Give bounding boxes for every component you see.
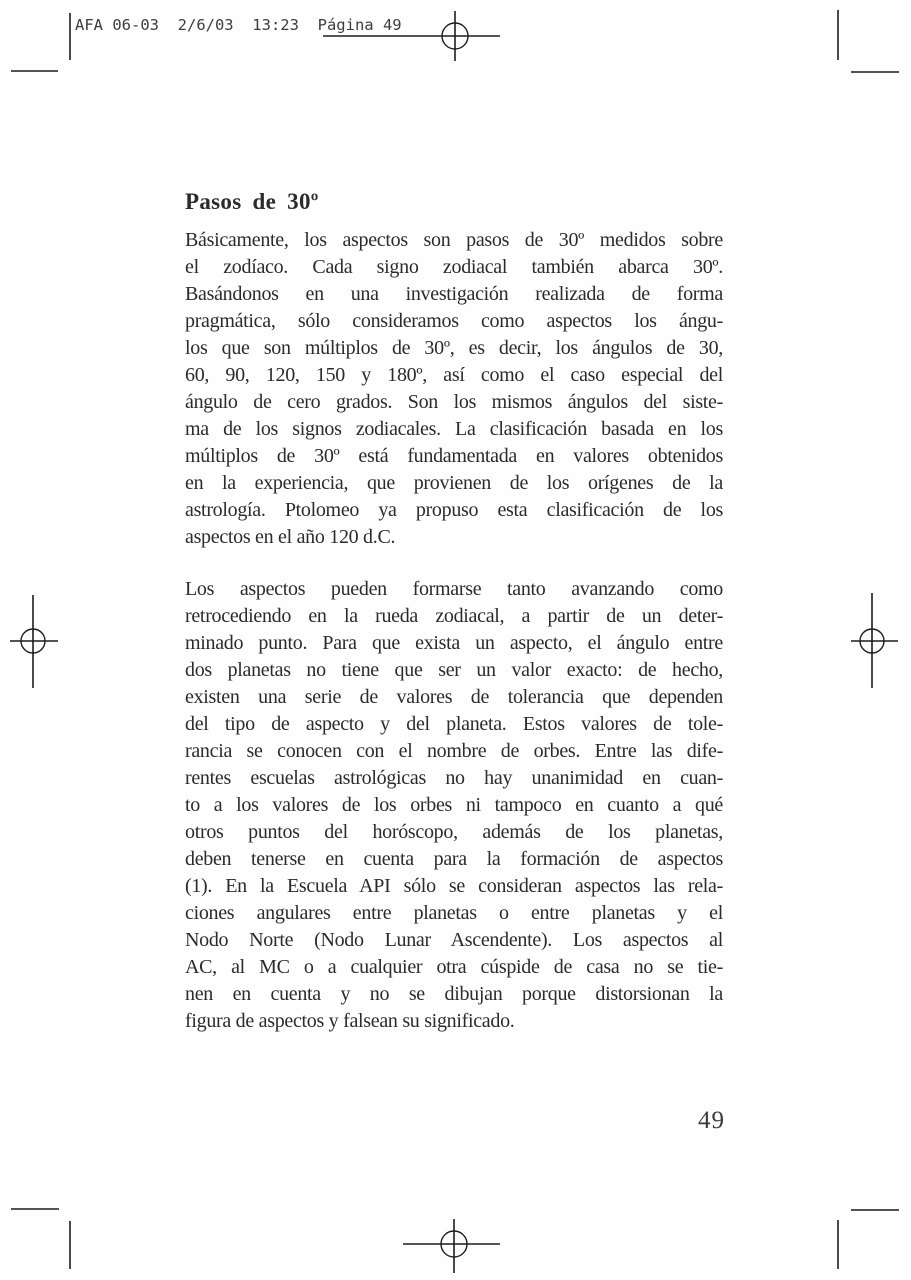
text-line: to a los valores de los orbes ni tampoco en cuanto a qué — [185, 794, 723, 816]
text-line: deben tenerse en cuenta para la formación de aspectos — [185, 848, 723, 870]
text-line: los que son múltiplos de 30º, es decir, los ángulos de 30, — [185, 337, 723, 359]
print-slug-line: AFA 06-03 2/6/03 13:23 Página 49 — [75, 16, 402, 34]
registration-mark-bottom-center — [403, 1219, 500, 1273]
text-line: ciones angulares entre planetas o entre planetas y el — [185, 902, 723, 924]
text-line: existen una serie de valores de tolerancia que dependen — [185, 686, 723, 708]
text-line: ma de los signos zodiacales. La clasificación basada en los — [185, 418, 723, 440]
text-line: del tipo de aspecto y del planeta. Estos valores de tole- — [185, 713, 723, 735]
text-line: aspectos en el año 120 d.C. — [185, 526, 396, 548]
registration-mark-middle-left — [10, 595, 58, 688]
text-line: Básicamente, los aspectos son pasos de 30º medidos sobre — [185, 229, 723, 251]
text-line: Basándonos en una investigación realizada de forma — [185, 283, 723, 305]
text-line: Nodo Norte (Nodo Lunar Ascendente). Los aspectos al — [185, 929, 723, 951]
registration-mark-middle-right — [851, 593, 898, 688]
crop-mark-top-left — [11, 13, 70, 71]
paragraph — [185, 227, 723, 551]
text-line: pragmática, sólo consideramos como aspectos los ángu- — [185, 310, 723, 332]
text-line: 60, 90, 120, 150 y 180º, así como el caso especial del — [185, 364, 723, 386]
text-line: figura de aspectos y falsean su significado. — [185, 1010, 515, 1032]
text-line: astrología. Ptolomeo ya propuso esta clasificación de los — [185, 499, 723, 521]
text-line: rancia se conocen con el nombre de orbes. Entre las dife- — [185, 740, 723, 762]
text-line: nen en cuenta y no se dibujan porque distorsionan la — [185, 983, 723, 1005]
text-line: dos planetas no tiene que ser un valor exacto: de hecho, — [185, 659, 723, 681]
crop-mark-top-right — [838, 10, 899, 72]
text-line: el zodíaco. Cada signo zodiacal también abarca 30º. — [185, 256, 723, 278]
text-line: ángulo de cero grados. Son los mismos ángulos del siste- — [185, 391, 723, 413]
text-line: rentes escuelas astrológicas no hay unanimidad en cuan- — [185, 767, 723, 789]
text-line: otros puntos del horóscopo, además de los planetas, — [185, 821, 723, 843]
section-title: Pasos de 30º — [185, 189, 319, 214]
text-line: (1). En la Escuela API sólo se consideran aspectos las rela- — [185, 875, 723, 897]
crop-mark-bottom-right — [838, 1210, 899, 1269]
text-line: retrocediendo en la rueda zodiacal, a partir de un deter- — [185, 605, 723, 627]
text-line: AC, al MC o a cualquier otra cúspide de casa no se tie- — [185, 956, 723, 978]
page-number: 49 — [698, 1107, 725, 1134]
text-line: Los aspectos pueden formarse tanto avanzando como — [185, 578, 723, 600]
paragraph — [185, 576, 723, 1035]
text-line: en la experiencia, que provienen de los orígenes de la — [185, 472, 723, 494]
text-line: múltiplos de 30º está fundamentada en valores obtenidos — [185, 445, 723, 467]
crop-mark-bottom-left — [11, 1209, 70, 1269]
text-line: minado punto. Para que exista un aspecto, el ángulo entre — [185, 632, 723, 654]
